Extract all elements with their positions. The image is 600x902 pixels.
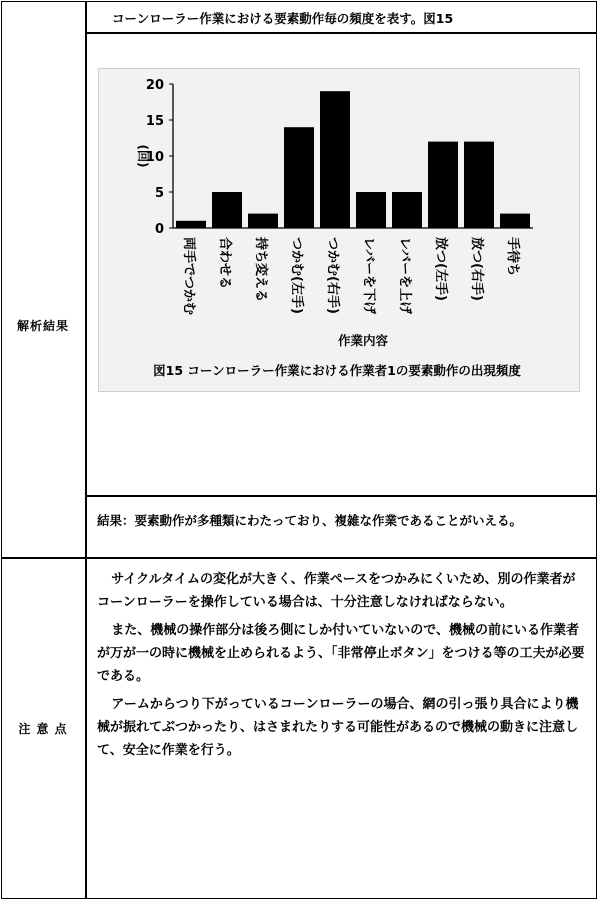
bar-9 — [500, 214, 530, 228]
x-tick-label-6: レバーを上げ — [397, 237, 412, 315]
caution-notes — [97, 568, 587, 767]
bar-5 — [356, 192, 386, 228]
bar-0 — [176, 221, 206, 228]
caution-paragraph-1: サイクルタイムの変化が大きく、作業ペースをつかみにくいため、別の作業者がコーンローラーを操作している場合は、十分注意しなければならない。 — [97, 572, 576, 610]
caution-paragraph-3: アームからつり下がっているコーンローラーの場合、網の引っ張り具合により機械が振れてぶつかったり、はさまれたりする可能性があるので機械の動きに注意して、安全に作業を行う。 — [97, 697, 579, 758]
bar-6 — [392, 192, 422, 228]
chart-container — [98, 68, 580, 392]
bar-2 — [248, 214, 278, 228]
row-divider-result — [86, 495, 597, 497]
bar-7 — [428, 142, 458, 228]
y-tick-label-0: 0 — [154, 222, 164, 237]
x-tick-label-1: 合わせる — [217, 237, 232, 290]
x-tick-label-0: 両手でつかむ — [181, 237, 196, 316]
x-tick-label-3: つかむ(左手) — [289, 237, 304, 314]
x-tick-label-4: つかむ(右手) — [325, 237, 340, 314]
row-label-caution: 注 意 点 — [18, 722, 68, 736]
x-axis-label: 作業内容 — [337, 333, 389, 348]
x-tick-label-9: 手待ち — [505, 237, 520, 277]
y-tick-label-2: 10 — [145, 150, 164, 165]
chart-caption: 図15 コーンローラー作業における作業者1の要素動作の出現頻度 — [153, 363, 521, 378]
y-axis-label: (回) — [136, 144, 150, 168]
bar-chart — [99, 69, 579, 391]
y-tick-label-4: 20 — [145, 78, 164, 93]
x-tick-label-5: レバーを下げ — [361, 237, 376, 315]
row-label-analysis: 解析結果 — [16, 319, 69, 333]
bar-1 — [212, 192, 242, 228]
row-divider-top — [86, 32, 597, 34]
row-divider-caution — [1, 557, 597, 559]
caution-paragraph-2: また、機械の操作部分は後ろ側にしか付いていないので、機械の前にいる作業者が万が一の時に機械を止められるよう、「非常停止ボタン」をつける等の工夫が必要である。 — [97, 623, 585, 684]
header-note: コーンローラー作業における要素動作毎の頻度を表す。図15 — [112, 11, 454, 26]
result-text: 結果：要素動作が多種類にわたっており、複雑な作業であることがいえる。 — [97, 513, 523, 528]
column-divider — [85, 1, 87, 899]
x-tick-label-2: 持ち変える — [253, 237, 268, 303]
x-tick-label-8: 放つ(右手) — [469, 237, 484, 301]
bar-8 — [464, 142, 494, 228]
y-tick-label-1: 5 — [154, 186, 164, 201]
bar-3 — [284, 127, 314, 228]
x-tick-label-7: 放つ(左手) — [433, 237, 448, 301]
y-tick-label-3: 15 — [145, 114, 164, 129]
bar-4 — [320, 91, 350, 228]
